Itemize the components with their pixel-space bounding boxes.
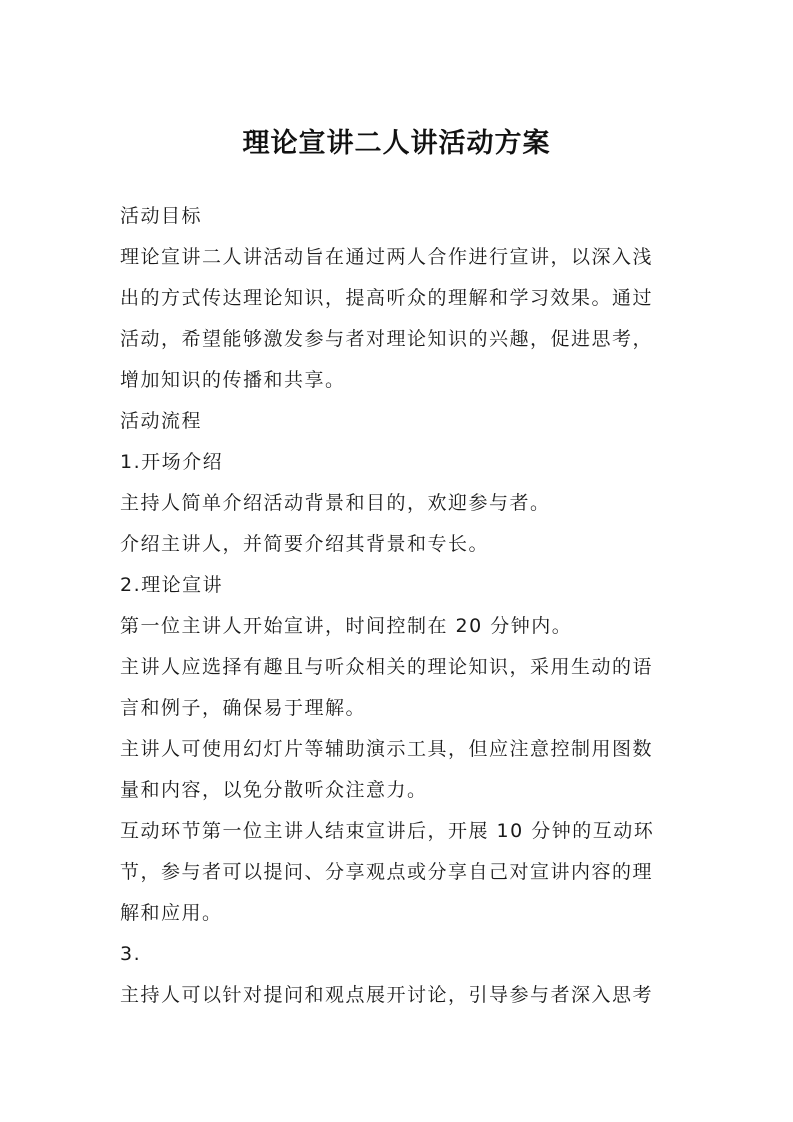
body-line: 主讲人可使用幻灯片等辅助演示工具，但应注意控制用图数 bbox=[120, 738, 654, 760]
body-line: 介绍主讲人，并简要介绍其背景和专长。 bbox=[120, 533, 490, 555]
body-line: 节，参与者可以提问、分享观点或分享自己对宣讲内容的理 bbox=[120, 861, 654, 883]
body-line: 增加知识的传播和共享。 bbox=[120, 369, 346, 391]
body-line: 解和应用。 bbox=[120, 902, 223, 924]
body-line: 量和内容，以免分散听众注意力。 bbox=[120, 779, 428, 801]
section-heading-goal: 活动目标 bbox=[120, 205, 203, 227]
document-title: 理论宣讲二人讲活动方案 bbox=[242, 128, 551, 159]
body-line: 活动，希望能够激发参与者对理论知识的兴趣，促进思考， bbox=[120, 328, 654, 350]
body-line: 出的方式传达理论知识，提高听众的理解和学习效果。通过 bbox=[120, 287, 654, 309]
body-line: 言和例子，确保易于理解。 bbox=[120, 697, 367, 719]
body-line: 主持人简单介绍活动背景和目的，欢迎参与者。 bbox=[120, 492, 551, 514]
step-heading-3: 3. bbox=[120, 943, 142, 965]
step-heading-opening: 1.开场介绍 bbox=[120, 451, 224, 473]
body-line: 第一位主讲人开始宣讲，时间控制在 20 分钟内。 bbox=[120, 615, 573, 637]
body-line: 主讲人应选择有趣且与听众相关的理论知识，采用生动的语 bbox=[120, 656, 654, 678]
body-line: 主持人可以针对提问和观点展开讨论，引导参与者深入思考 bbox=[120, 984, 654, 1006]
document-body bbox=[120, 196, 676, 1016]
body-line: 理论宣讲二人讲活动旨在通过两人合作进行宣讲，以深入浅 bbox=[120, 246, 654, 268]
step-heading-lecture: 2.理论宣讲 bbox=[120, 574, 224, 596]
body-line: 互动环节第一位主讲人结束宣讲后，开展 10 分钟的互动环 bbox=[120, 820, 655, 842]
section-heading-process: 活动流程 bbox=[120, 410, 203, 432]
